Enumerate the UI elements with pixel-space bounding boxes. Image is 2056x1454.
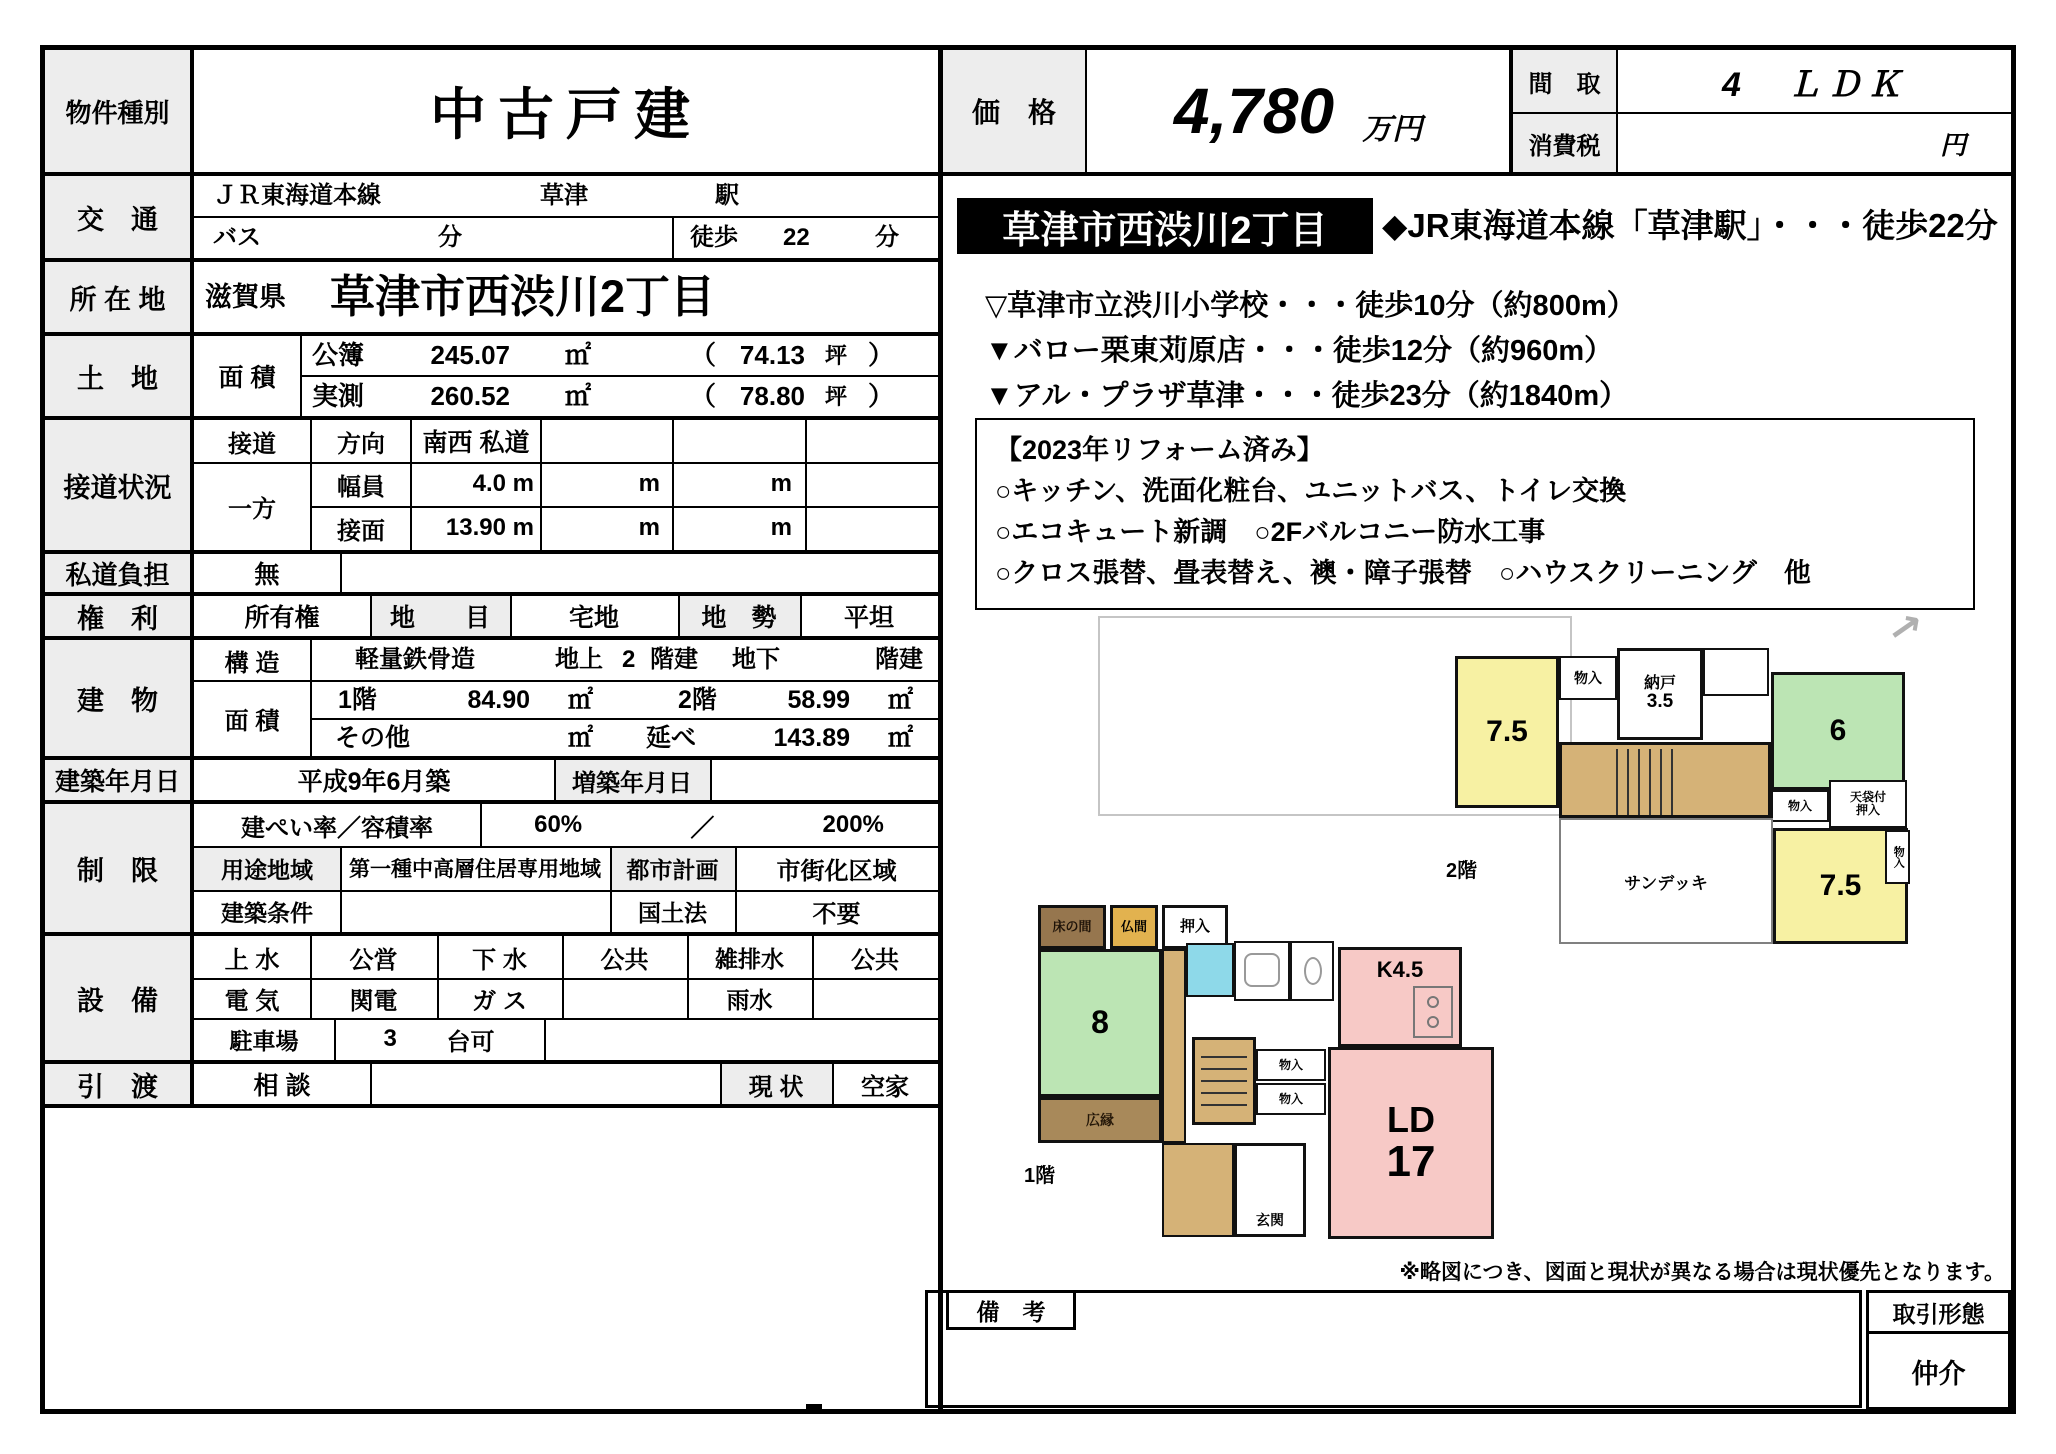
kitchen — [1338, 947, 1462, 1047]
private-road-label: 私道負担 — [65, 559, 170, 590]
madori-label: 間 取 — [1528, 70, 1601, 98]
ratio-values — [480, 804, 938, 846]
building-area-label: 面 積 — [224, 707, 280, 735]
address-banner: 草津市西渋川2丁目 — [957, 198, 1373, 254]
kitchen-label: K4.5 — [1376, 957, 1424, 982]
electric-label: 電 気 — [224, 987, 280, 1015]
room-size: 8 — [1091, 1004, 1109, 1041]
stairs — [1201, 1046, 1247, 1116]
land-row-tsubo: 78.80 — [739, 381, 805, 411]
toilet — [1290, 941, 1334, 1001]
f1-unit: ㎡ — [568, 686, 594, 714]
closet — [1256, 1049, 1326, 1081]
road-unit: m — [770, 470, 792, 497]
floor-1f-label: 1階 — [1024, 1165, 1056, 1187]
chisei-value: 平坦 — [843, 604, 894, 632]
room-size: 7.5 — [1486, 715, 1528, 749]
disclaimer-note: ※略図につき、図面と現状が異なる場合は現状優先となります。 — [1399, 1261, 2005, 1284]
floors-unit: 階建 — [875, 646, 923, 673]
closet-label: 物入 — [1574, 669, 1602, 686]
road-row-name: 方向 — [337, 430, 385, 458]
grid-line — [672, 216, 674, 258]
ratio-label: 建ぺい率／容積率 — [241, 814, 433, 842]
road-setsudou: 接道 — [228, 430, 276, 458]
land-row-tsubo: 74.13 — [739, 340, 805, 370]
stairs-1f — [1192, 1037, 1256, 1125]
paren: ） — [868, 340, 895, 370]
land-row-sqm: 245.07 — [430, 340, 510, 370]
f1-label: 1階 — [338, 686, 377, 714]
hall-2f — [1559, 742, 1771, 818]
storage-name: 納戸 — [1643, 674, 1676, 692]
kokudo-label: 国土法 — [638, 899, 707, 926]
total-label: 延べ — [646, 724, 697, 752]
grid-line — [45, 1104, 938, 1108]
kokudo-value: 不要 — [812, 900, 861, 928]
access-walk-value: 22 — [783, 224, 810, 251]
room-size: 7.5 — [1819, 869, 1862, 903]
paren: （ — [690, 340, 717, 370]
storage-size: 3.5 — [1646, 691, 1674, 713]
tokonoma-alcove — [1038, 905, 1106, 949]
rights-value: 所有権 — [244, 604, 320, 632]
land-row-name: 実測 — [312, 381, 365, 411]
rights-label: 権 利 — [77, 603, 158, 634]
road-width: 4.0 m — [472, 470, 534, 497]
road-direction: 南西 私道 — [422, 429, 530, 457]
yoto-label: 用途地域 — [221, 856, 313, 883]
print-artifact — [806, 1404, 822, 1410]
road-row-name: 幅員 — [337, 473, 385, 501]
reform-line: ○キッチン、洗面化粧台、ユニットバス、トイレ交換 — [995, 476, 1627, 506]
access-walk-unit: 分 — [875, 224, 899, 251]
city-plan-value: 市街化区域 — [776, 857, 897, 885]
bathroom — [1234, 941, 1290, 1001]
closet-label: 物入 — [1892, 846, 1905, 868]
tenbukuro-line: 天袋付 — [1849, 790, 1886, 805]
tenbukuro-line: 押入 — [1855, 803, 1880, 817]
structure-value: 軽量鉄骨造 — [355, 646, 475, 673]
paren: （ — [690, 381, 717, 411]
land-row-tsubo-unit: 坪 — [825, 384, 848, 409]
land-row-sqm-unit: ㎡ — [565, 340, 592, 370]
grid-line — [340, 554, 342, 592]
f2-unit: ㎡ — [888, 686, 914, 714]
price-label: 価 格 — [971, 97, 1056, 128]
closet — [1256, 1083, 1326, 1115]
status-label: 現 状 — [748, 1073, 804, 1101]
reform-line: ○クロス張替、畳表替え、襖・障子張替 ○ハウスクリーニング 他 — [995, 558, 1811, 588]
road-row-name: 接面 — [337, 517, 385, 545]
land-label: 土 地 — [77, 363, 158, 394]
tax-label: 消費税 — [1528, 132, 1601, 160]
room-size: 6 — [1829, 714, 1847, 748]
water-label: 上 水 — [224, 946, 280, 974]
grid-line — [710, 760, 712, 800]
price-unit: 万円 — [1362, 113, 1423, 146]
handover-value: 相 談 — [253, 1072, 311, 1100]
road-frontage: 13.90 m — [445, 514, 534, 541]
sewer-value: 公共 — [600, 946, 649, 974]
poi-line: ▼バロー栗東苅原店・・・徒歩12分（約960m） — [985, 335, 1614, 367]
floors-unit: 階建 — [650, 646, 698, 673]
transaction-type-value: 仲介 — [1911, 1358, 1966, 1389]
washroom — [1186, 943, 1234, 997]
transaction-type-label: 取引形態 — [1869, 1293, 2008, 1334]
hall-1f — [1162, 1143, 1234, 1237]
remarks-label: 備 考 — [946, 1290, 1076, 1330]
land-row-name: 公簿 — [312, 340, 365, 370]
butsuma-label: 仏間 — [1120, 919, 1147, 935]
floor-2f-label: 2階 — [1446, 860, 1478, 882]
hiroen-label: 広縁 — [1086, 1111, 1114, 1128]
corridor — [1162, 949, 1186, 1143]
grid-line — [938, 45, 943, 1409]
yoto-value: 第一種中高層住居専用地域 — [349, 858, 601, 881]
grid-line — [194, 216, 938, 218]
transaction-type-box — [1866, 1290, 2011, 1410]
ld-size: 17 — [1386, 1136, 1436, 1186]
parking-count: 3 — [383, 1025, 397, 1052]
location-prefecture: 滋賀県 — [205, 282, 286, 312]
f2-value: 58.99 — [787, 686, 850, 714]
reform-line: ○エコキュート新調 ○2Fバルコニー防水工事 — [995, 517, 1546, 547]
drain-label: 雑排水 — [715, 945, 784, 972]
land-row-sqm-unit: ㎡ — [565, 381, 592, 411]
structure-label: 構 造 — [224, 649, 280, 677]
total-value: 143.89 — [773, 724, 850, 752]
extension-label: 増築年月日 — [572, 769, 692, 797]
remarks-box — [925, 1290, 1862, 1408]
road-ippou: 一方 — [228, 495, 276, 523]
closet-label: 物入 — [1278, 1057, 1303, 1072]
poi-line: ▼アル・プラザ草津・・・徒歩23分（約1840m） — [985, 380, 1629, 412]
facilities-label: 設 備 — [77, 985, 158, 1016]
access-station: 草津 — [540, 182, 588, 209]
tax-unit: 円 — [1939, 129, 1966, 160]
road-label: 接道状況 — [63, 472, 172, 503]
property-type-label: 物件種別 — [65, 97, 170, 128]
building-label: 建 物 — [77, 685, 158, 716]
total-unit: ㎡ — [888, 724, 914, 752]
sun-deck — [1559, 818, 1773, 944]
closet — [1771, 790, 1829, 822]
balcony-access — [1703, 648, 1769, 696]
structure-row — [310, 640, 938, 680]
city-plan-label: 都市計画 — [626, 856, 719, 883]
parking-value — [334, 1018, 544, 1060]
bathtub-icon — [1244, 953, 1280, 987]
tokonoma-label: 床の間 — [1052, 919, 1092, 935]
f1-value: 84.90 — [467, 686, 530, 714]
price-value-cell — [1087, 50, 1509, 172]
ld-label: LD — [1387, 1099, 1435, 1140]
land-row — [300, 336, 938, 375]
status-value: 空家 — [861, 1073, 909, 1101]
grid-line — [544, 1018, 546, 1060]
paren: ） — [868, 381, 895, 411]
poi-line: ▽草津市立渋川小学校・・・徒歩10分（約800m） — [985, 290, 1636, 322]
condition-label: 建築条件 — [221, 899, 313, 926]
butsuma-alcove — [1110, 905, 1158, 949]
reform-box — [975, 418, 1975, 610]
land-row — [300, 377, 938, 416]
burner-icon — [1427, 996, 1439, 1008]
oshiire-label: 押入 — [1179, 918, 1210, 936]
sewer-label: 下 水 — [472, 946, 527, 974]
grid-line — [805, 420, 807, 550]
gas-label: ガ ス — [472, 987, 527, 1015]
room-2f-west — [1455, 656, 1559, 808]
stairs — [1607, 749, 1673, 815]
land-row-tsubo-unit: 坪 — [825, 343, 848, 368]
headline: ◆JR東海道本線「草津駅」・・・徒歩22分 — [1382, 207, 1998, 244]
kenpei-value: 60% — [534, 811, 583, 838]
toilet-icon — [1304, 957, 1322, 985]
handover-label: 引 渡 — [77, 1071, 158, 1102]
yoseki-value: 200% — [822, 811, 884, 838]
other-label: その他 — [335, 724, 411, 752]
closet-label: 物入 — [1278, 1091, 1303, 1106]
closet — [1885, 830, 1910, 884]
price-value: 4,780 — [1173, 75, 1335, 147]
storage-room — [1617, 648, 1703, 740]
entrance-label: 玄関 — [1256, 1212, 1284, 1229]
grid-line — [370, 1064, 372, 1104]
rain-label: 雨水 — [726, 986, 773, 1013]
tatami-room — [1038, 949, 1162, 1097]
water-value: 公営 — [349, 946, 398, 974]
room-2f-north — [1771, 672, 1905, 790]
other-unit: ㎡ — [568, 724, 594, 752]
floorplan-1f — [1020, 885, 1512, 1257]
sun-deck-label: サンデッキ — [1624, 873, 1708, 893]
closet-label: 物入 — [1787, 798, 1812, 813]
living-dining — [1328, 1047, 1494, 1239]
madori-value: 4 ＬＤＫ — [1722, 65, 1907, 104]
road-unit: m — [638, 514, 660, 541]
compass-arrow-icon: ↗ — [1884, 604, 1926, 654]
built-label: 建築年月日 — [54, 768, 180, 796]
property-type-value: 中古戸建 — [430, 83, 702, 146]
access-label: 交 通 — [77, 204, 158, 235]
above-value: 2 — [622, 646, 636, 673]
parking-label: 駐車場 — [229, 1027, 299, 1054]
tenbukuro-closet — [1829, 780, 1907, 828]
restrictions-label: 制 限 — [77, 855, 158, 886]
chimoku-value: 宅地 — [568, 604, 619, 632]
parking-unit: 台可 — [446, 1028, 495, 1056]
ratio-slash: ／ — [690, 814, 715, 842]
reform-title: 【2023年リフォーム済み】 — [995, 435, 1324, 465]
location-label: 所 在 地 — [69, 284, 166, 315]
closet — [1559, 656, 1617, 700]
road-unit: m — [770, 514, 792, 541]
entrance — [1234, 1143, 1306, 1237]
hiroen-veranda — [1038, 1097, 1162, 1143]
built-value: 平成9年6月築 — [297, 768, 451, 796]
access-line-name: ＪＲ東海道本線 — [213, 182, 381, 209]
floor-area-row — [310, 682, 938, 718]
location-address: 草津市西渋川2丁目 — [330, 271, 716, 322]
other-area-row — [310, 720, 938, 756]
drain-value: 公共 — [851, 946, 899, 974]
electric-value: 関電 — [349, 987, 398, 1015]
stove-icon — [1413, 986, 1453, 1038]
access-walk-label: 徒歩 — [690, 224, 738, 251]
burner-icon — [1427, 1016, 1439, 1028]
access-bus-label: バス — [213, 224, 261, 251]
private-road-value: 無 — [254, 561, 280, 589]
access-bus-unit: 分 — [438, 224, 462, 251]
chimoku-label: 地 目 — [389, 604, 490, 632]
chisei-label: 地 勢 — [701, 604, 777, 632]
below-label: 地下 — [732, 646, 780, 673]
land-row-sqm: 260.52 — [430, 381, 510, 411]
road-unit: m — [638, 470, 660, 497]
f2-label: 2階 — [678, 686, 717, 714]
above-label: 地上 — [555, 646, 603, 673]
land-area-label: 面 積 — [218, 364, 276, 392]
access-station-suffix: 駅 — [715, 182, 739, 209]
